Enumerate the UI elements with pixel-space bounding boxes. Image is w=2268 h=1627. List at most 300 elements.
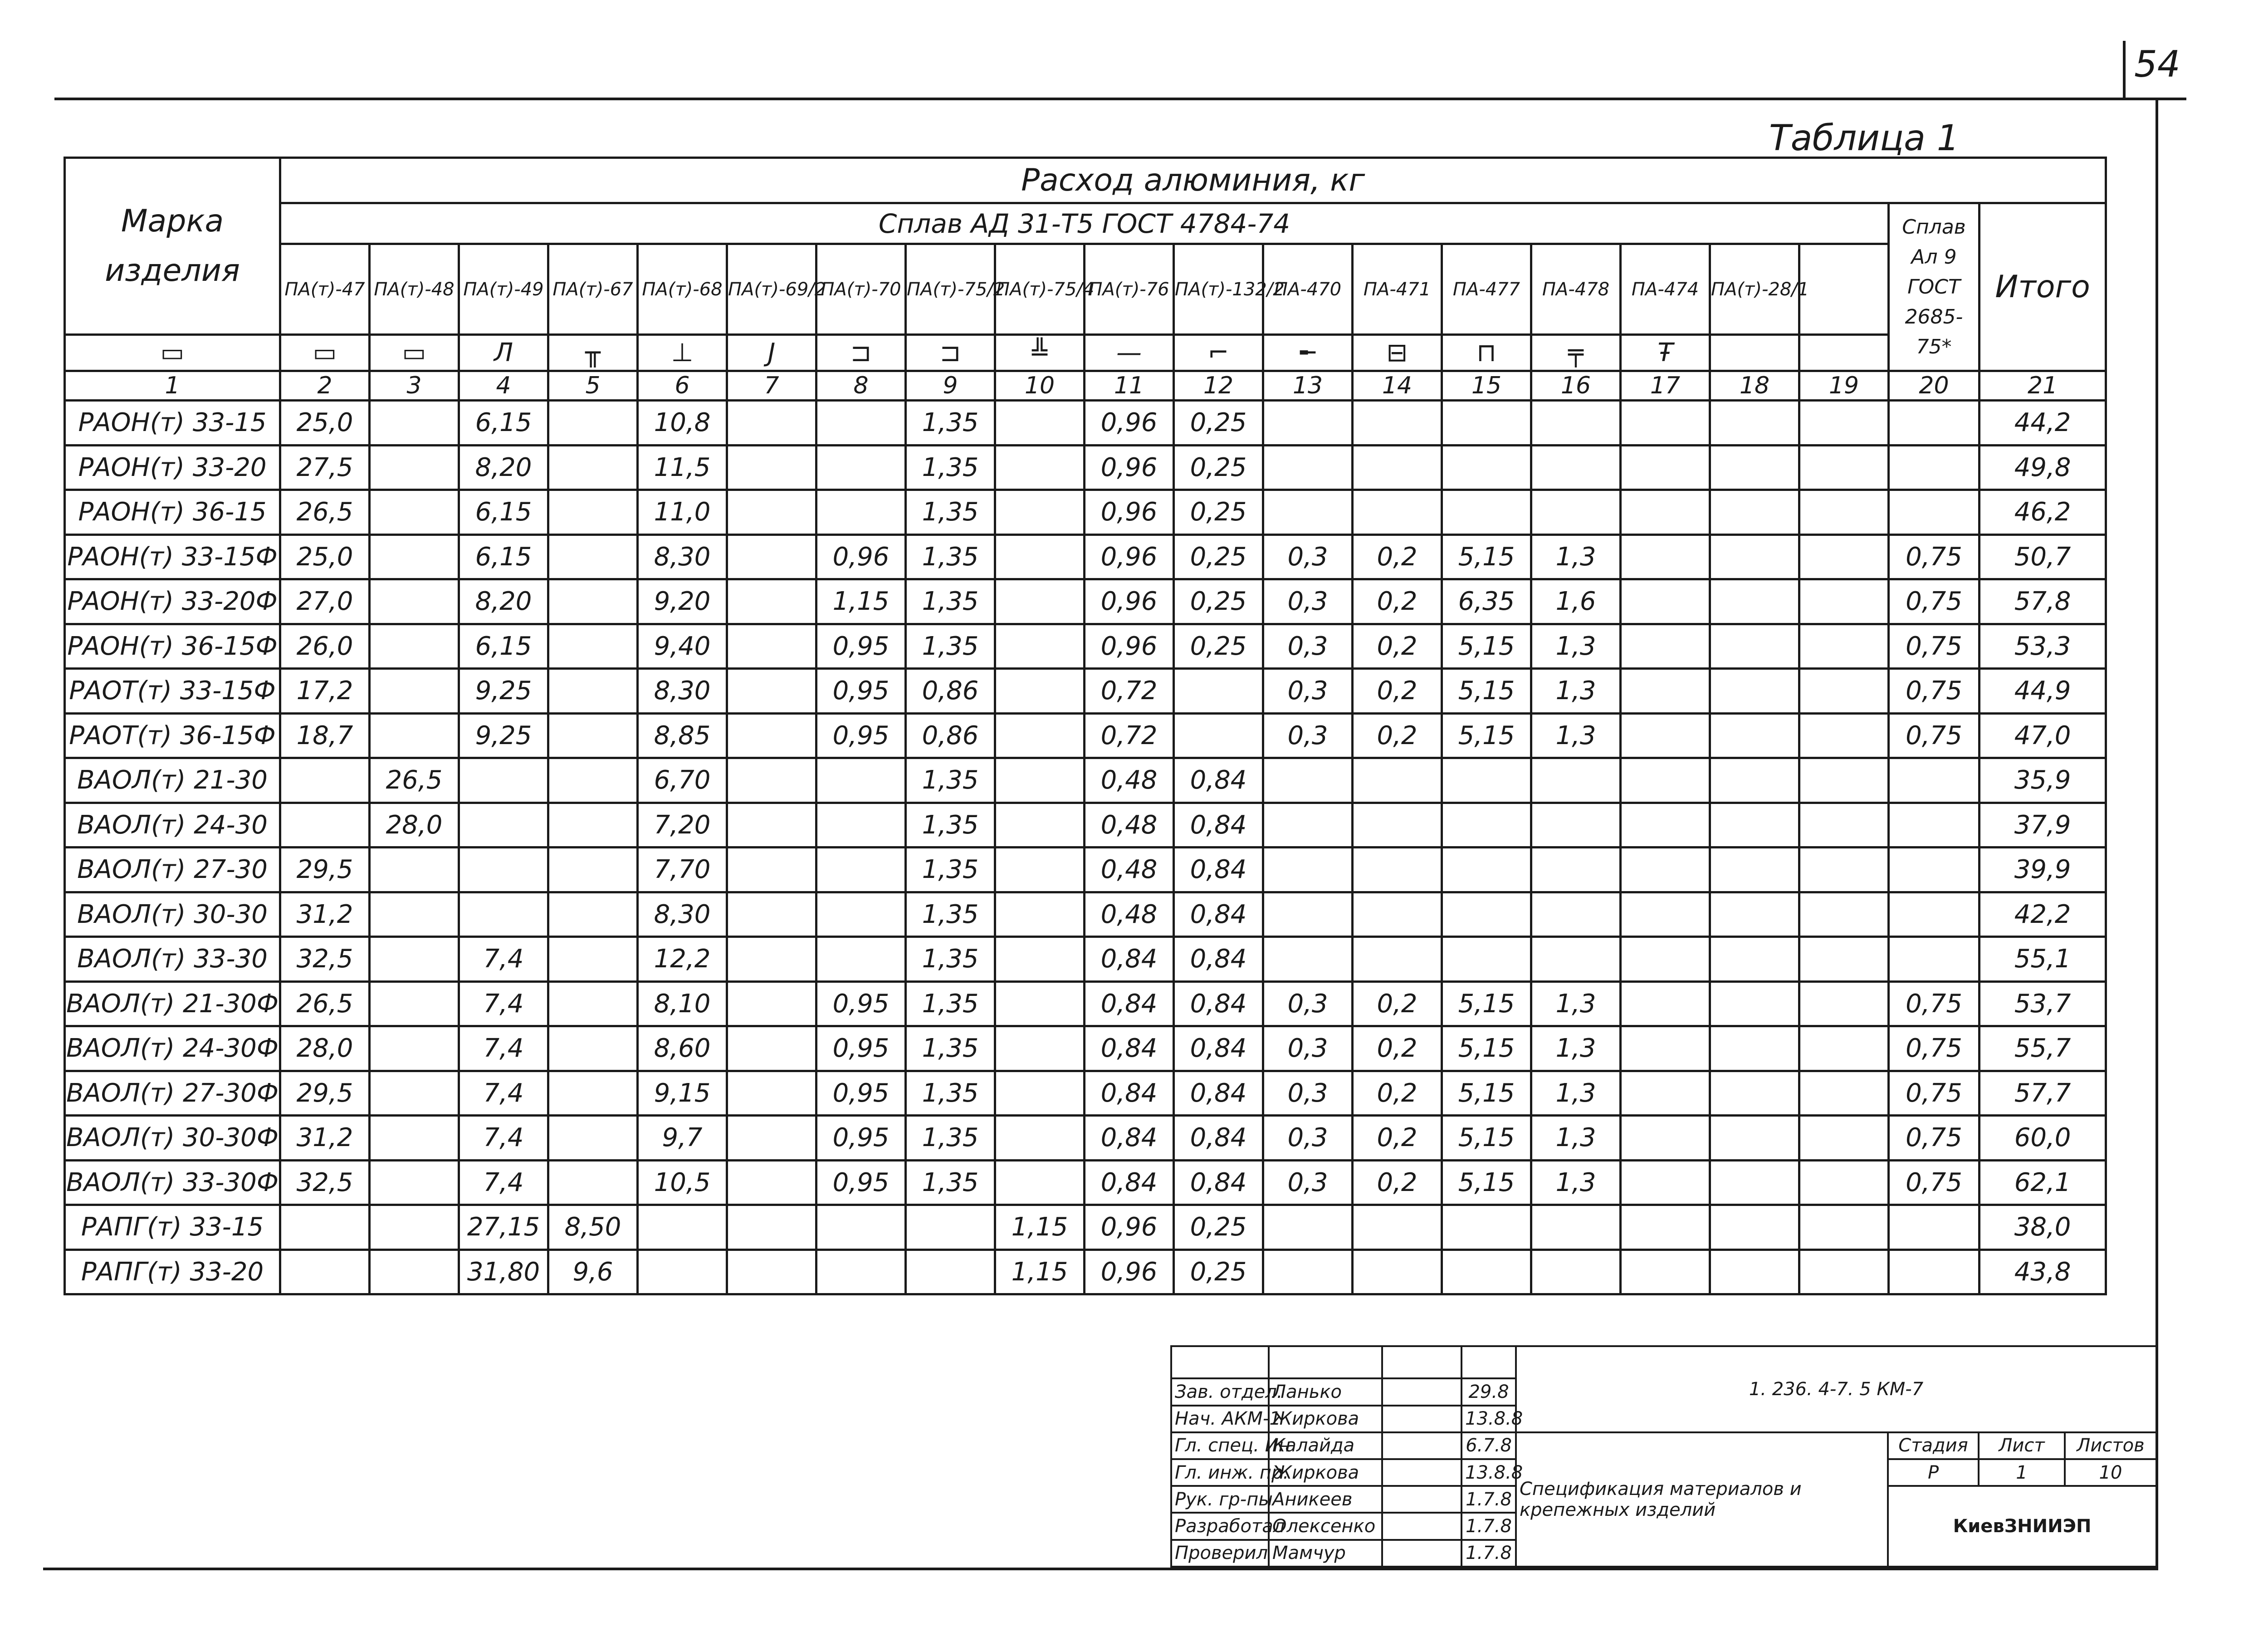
table-cell	[1531, 1250, 1621, 1294]
row-total: 53,7	[1980, 981, 2106, 1026]
table-cell: 7,4	[459, 981, 548, 1026]
row-total: 46,2	[1980, 490, 2106, 535]
table-cell: 0,3	[1263, 534, 1353, 579]
table-cell	[1621, 579, 1710, 624]
table-cell	[280, 1205, 370, 1250]
table-cell: 0,25	[1174, 1205, 1263, 1250]
table-cell	[548, 892, 638, 937]
table-cell: 0,3	[1263, 624, 1353, 669]
table-cell: 1,3	[1531, 1071, 1621, 1116]
table-cell	[1531, 758, 1621, 803]
table-cell	[1710, 1026, 1799, 1071]
table-cell	[548, 1071, 638, 1116]
table-cell: 0,2	[1353, 1026, 1442, 1071]
product-mark: ВАОЛ(т) 30-30	[65, 892, 280, 937]
table-cell	[727, 1116, 816, 1161]
profile-header: ПА(т)-69/2	[727, 244, 816, 335]
alloy-main-header: Сплав АД 31-Т5 ГОСТ 4784-74	[280, 203, 1889, 244]
table-cell	[1799, 1026, 1889, 1071]
table-cell: 0,84	[1085, 1116, 1174, 1161]
table-cell: 31,2	[280, 892, 370, 937]
table-cell: 0,25	[1174, 624, 1263, 669]
table-cell: 0,48	[1085, 803, 1174, 848]
table-cell	[548, 1116, 638, 1161]
table-cell: 1,3	[1531, 534, 1621, 579]
profile-section-icon: ╤	[1531, 335, 1621, 371]
table-cell	[995, 892, 1085, 937]
table-cell: 0,95	[816, 1116, 906, 1161]
table-cell	[1531, 490, 1621, 535]
product-mark: РАОН(т) 33-15	[65, 401, 280, 446]
table-cell: 0,95	[816, 624, 906, 669]
product-mark: РАОН(т) 33-20	[65, 445, 280, 490]
document-code: 1. 236. 4-7. 5 КМ-7	[1516, 1346, 2156, 1432]
table-cell: 0,84	[1174, 758, 1263, 803]
table-cell	[370, 624, 459, 669]
row-total: 42,2	[1980, 892, 2106, 937]
table-cell	[995, 713, 1085, 758]
table-cell: 8,20	[459, 579, 548, 624]
table-cell	[370, 669, 459, 714]
table-cell: 26,5	[370, 758, 459, 803]
table-cell	[1799, 490, 1889, 535]
table-cell: 9,15	[638, 1071, 727, 1116]
stamp-name: Жиркова	[1269, 1459, 1382, 1486]
product-mark: РАОТ(т) 36-15Ф	[65, 713, 280, 758]
table-cell	[1353, 803, 1442, 848]
table-cell: 5,15	[1442, 669, 1531, 714]
profile-header: ПА(т)-67	[548, 244, 638, 335]
table-cell	[1353, 1250, 1442, 1294]
row-total: 49,8	[1980, 445, 2106, 490]
table-row	[65, 534, 2106, 579]
table-cell	[816, 490, 906, 535]
table-cell	[1531, 445, 1621, 490]
table-cell	[1889, 1250, 1980, 1294]
column-number: 20	[1889, 371, 1980, 401]
table-cell: 1,3	[1531, 1116, 1621, 1161]
table-cell	[816, 1205, 906, 1250]
document-title: Спецификация материалов и крепежных изделий	[1516, 1432, 1888, 1567]
product-mark: РАОН(т) 33-15Ф	[65, 534, 280, 579]
table-cell	[1174, 669, 1263, 714]
table-cell: 0,84	[1174, 937, 1263, 982]
table-cell	[1531, 848, 1621, 892]
table-cell	[727, 981, 816, 1026]
table-cell: 1,35	[906, 758, 995, 803]
table-cell	[727, 534, 816, 579]
table-cell	[370, 1116, 459, 1161]
table-cell	[727, 803, 816, 848]
alloy-alt-header: Сплав Ал 9 ГОСТ 2685-75*	[1889, 203, 1980, 371]
table-cell	[1621, 401, 1710, 446]
table-cell	[995, 981, 1085, 1026]
table-cell: 9,20	[638, 579, 727, 624]
column-number: 1	[65, 371, 280, 401]
table-cell	[1710, 401, 1799, 446]
table-cell: 0,84	[1174, 892, 1263, 937]
table-cell	[1799, 892, 1889, 937]
table-cell: 0,72	[1085, 713, 1174, 758]
table-cell	[1799, 1205, 1889, 1250]
product-mark: РАПГ(т) 33-20	[65, 1250, 280, 1294]
table-cell: 1,15	[995, 1205, 1085, 1250]
table-cell	[1621, 713, 1710, 758]
table-row	[65, 445, 2106, 490]
profile-header: ПА-470	[1263, 244, 1353, 335]
table-cell: 5,15	[1442, 624, 1531, 669]
stamp-stage-label: Стадия	[1888, 1432, 1979, 1459]
stamp-date: 1.7.8	[1461, 1486, 1516, 1513]
table-cell: 25,0	[280, 401, 370, 446]
stamp-role: Нач. АКМ-1	[1171, 1406, 1269, 1432]
table-row	[65, 1071, 2106, 1116]
column-number: 3	[370, 371, 459, 401]
table-cell: 0,84	[1174, 1116, 1263, 1161]
product-mark: ВАОЛ(т) 27-30	[65, 848, 280, 892]
table-cell	[459, 803, 548, 848]
table-cell	[727, 758, 816, 803]
table-cell: 6,15	[459, 401, 548, 446]
table-cell	[1799, 1116, 1889, 1161]
table-cell: 0,75	[1889, 669, 1980, 714]
profile-section-icon: ╾	[1263, 335, 1353, 371]
table-cell	[1442, 892, 1531, 937]
table-cell: 0,25	[1174, 490, 1263, 535]
row-total: 38,0	[1980, 1205, 2106, 1250]
row-total: 47,0	[1980, 713, 2106, 758]
table-cell	[548, 445, 638, 490]
table-cell	[548, 669, 638, 714]
column-number: 8	[816, 371, 906, 401]
table-cell	[1442, 803, 1531, 848]
column-number: 21	[1980, 371, 2106, 401]
table-cell	[1353, 1205, 1442, 1250]
table-cell	[995, 1160, 1085, 1205]
column-number: 7	[727, 371, 816, 401]
table-cell: 31,2	[280, 1116, 370, 1161]
stamp-role: Проверил	[1171, 1540, 1269, 1567]
profile-section-icon: ▭	[280, 335, 370, 371]
table-cell: 0,2	[1353, 669, 1442, 714]
table-cell: 27,0	[280, 579, 370, 624]
table-cell: 8,30	[638, 669, 727, 714]
table-cell	[1621, 1250, 1710, 1294]
table-cell: 0,72	[1085, 669, 1174, 714]
row-total: 35,9	[1980, 758, 2106, 803]
stamp-sheets-label: Листов	[2065, 1432, 2156, 1459]
table-cell: 0,25	[1174, 401, 1263, 446]
table-cell: 0,75	[1889, 579, 1980, 624]
table-row	[65, 713, 2106, 758]
row-total: 37,9	[1980, 803, 2106, 848]
row-total: 44,2	[1980, 401, 2106, 446]
table-cell: 7,4	[459, 1160, 548, 1205]
profile-section-icon: ▭	[370, 335, 459, 371]
table-cell: 31,80	[459, 1250, 548, 1294]
profile-header: ПА-478	[1531, 244, 1621, 335]
table-row	[65, 669, 2106, 714]
table-cell: 1,15	[816, 579, 906, 624]
table-cell: 1,35	[906, 848, 995, 892]
table-cell: 11,0	[638, 490, 727, 535]
table-cell	[1353, 401, 1442, 446]
row-total: 60,0	[1980, 1116, 2106, 1161]
table-cell	[1799, 1160, 1889, 1205]
table-cell	[1442, 848, 1531, 892]
table-cell	[548, 848, 638, 892]
profile-header: ПА-477	[1442, 244, 1531, 335]
table-cell	[1353, 758, 1442, 803]
table-cell	[1621, 1116, 1710, 1161]
profile-header: ПА-471	[1353, 244, 1442, 335]
table-cell	[727, 669, 816, 714]
table-cell	[1263, 401, 1353, 446]
table-cell	[1263, 803, 1353, 848]
table-cell: 0,84	[1174, 1160, 1263, 1205]
table-cell: 8,30	[638, 534, 727, 579]
profile-section-icon: ⊟	[1353, 335, 1442, 371]
table-cell	[1799, 401, 1889, 446]
table-cell: 0,84	[1085, 937, 1174, 982]
profile-section-icon: ⊐	[816, 335, 906, 371]
table-cell: 12,2	[638, 937, 727, 982]
table-cell	[548, 758, 638, 803]
table-cell: 9,40	[638, 624, 727, 669]
stamp-role: Зав. отдел.	[1171, 1378, 1269, 1405]
table-cell	[816, 1250, 906, 1294]
table-cell: 1,35	[906, 534, 995, 579]
table-cell	[638, 1205, 727, 1250]
table-cell	[280, 1250, 370, 1294]
table-cell	[548, 937, 638, 982]
table-cell	[1263, 1250, 1353, 1294]
table-cell: 0,84	[1174, 848, 1263, 892]
column-number: 6	[638, 371, 727, 401]
profile-header	[1799, 244, 1889, 335]
table-cell	[1799, 713, 1889, 758]
table-cell: 1,3	[1531, 669, 1621, 714]
table-cell	[1799, 1071, 1889, 1116]
table-cell: 0,96	[816, 534, 906, 579]
table-cell: 26,5	[280, 981, 370, 1026]
table-row	[65, 1026, 2106, 1071]
table-cell	[1799, 669, 1889, 714]
table-row	[65, 1205, 2106, 1250]
table-cell	[995, 624, 1085, 669]
profile-header: ПА(т)-28/1	[1710, 244, 1799, 335]
product-mark: РАОН(т) 36-15	[65, 490, 280, 535]
table-cell	[1621, 534, 1710, 579]
table-cell: 9,7	[638, 1116, 727, 1161]
table-cell	[548, 803, 638, 848]
table-cell: 8,60	[638, 1026, 727, 1071]
table-cell: 11,5	[638, 445, 727, 490]
consumption-header: Расход алюминия, кг	[280, 158, 2106, 203]
profile-section-icon: ⌐	[1174, 335, 1263, 371]
profile-header: ПА-474	[1621, 244, 1710, 335]
table-cell	[1442, 758, 1531, 803]
row-total: 55,1	[1980, 937, 2106, 982]
table-cell	[1621, 892, 1710, 937]
profile-section-icon: ⊓	[1442, 335, 1531, 371]
product-mark: РАОН(т) 33-20Ф	[65, 579, 280, 624]
table-cell	[370, 490, 459, 535]
table-cell	[727, 892, 816, 937]
table-cell	[1710, 445, 1799, 490]
table-cell	[727, 579, 816, 624]
table-cell	[1621, 758, 1710, 803]
table-cell: 6,70	[638, 758, 727, 803]
table-cell: 0,3	[1263, 1071, 1353, 1116]
table-cell	[1531, 401, 1621, 446]
product-mark: ВАОЛ(т) 24-30Ф	[65, 1026, 280, 1071]
table-cell	[995, 1116, 1085, 1161]
table-cell	[548, 981, 638, 1026]
table-cell: 26,5	[280, 490, 370, 535]
table-cell	[1889, 892, 1980, 937]
table-cell: 7,70	[638, 848, 727, 892]
table-cell: 10,5	[638, 1160, 727, 1205]
column-number: 16	[1531, 371, 1621, 401]
stamp-stage-value: Р	[1888, 1459, 1979, 1486]
table-cell	[995, 401, 1085, 446]
table-cell: 0,96	[1085, 534, 1174, 579]
table-cell	[1799, 937, 1889, 982]
column-number: 10	[995, 371, 1085, 401]
table-cell: 0,2	[1353, 713, 1442, 758]
table-cell	[995, 758, 1085, 803]
table-cell	[727, 490, 816, 535]
table-cell: 6,15	[459, 534, 548, 579]
table-cell	[370, 1250, 459, 1294]
table-cell	[370, 1205, 459, 1250]
table-cell	[370, 1026, 459, 1071]
table-cell	[1799, 803, 1889, 848]
table-cell: 9,25	[459, 669, 548, 714]
table-cell	[459, 758, 548, 803]
table-cell	[1889, 401, 1980, 446]
profile-section-icon: —	[1085, 335, 1174, 371]
table-cell	[995, 848, 1085, 892]
profile-header: ПА(т)-68	[638, 244, 727, 335]
stamp-date: 1.7.8	[1461, 1513, 1516, 1539]
table-cell	[995, 445, 1085, 490]
table-cell	[1799, 848, 1889, 892]
table-cell: 0,75	[1889, 534, 1980, 579]
stamp-date: 6.7.8	[1461, 1432, 1516, 1459]
table-cell	[727, 445, 816, 490]
table-cell	[1621, 669, 1710, 714]
table-cell	[459, 848, 548, 892]
table-cell: 0,95	[816, 669, 906, 714]
table-cell: 8,50	[548, 1205, 638, 1250]
table-cell: 1,35	[906, 981, 995, 1026]
table-cell: 0,86	[906, 713, 995, 758]
table-cell	[1799, 624, 1889, 669]
table-row	[65, 981, 2106, 1026]
table-cell	[727, 401, 816, 446]
product-mark: ВАОЛ(т) 21-30	[65, 758, 280, 803]
table-cell: 0,48	[1085, 848, 1174, 892]
table-cell: 9,6	[548, 1250, 638, 1294]
table-cell	[280, 758, 370, 803]
table-cell	[1263, 1205, 1353, 1250]
table-cell: 5,15	[1442, 534, 1531, 579]
table-cell: 0,84	[1174, 981, 1263, 1026]
table-cell	[1621, 848, 1710, 892]
stamp-sign	[1382, 1432, 1461, 1459]
table-cell	[370, 1071, 459, 1116]
mark-header: Марка изделия	[65, 158, 280, 335]
table-cell	[548, 1026, 638, 1071]
table-cell	[1442, 401, 1531, 446]
column-number: 4	[459, 371, 548, 401]
table-cell: 0,3	[1263, 1160, 1353, 1205]
column-number: 5	[548, 371, 638, 401]
table-cell: 0,2	[1353, 534, 1442, 579]
table-cell	[548, 713, 638, 758]
table-cell: 0,96	[1085, 445, 1174, 490]
table-cell	[1889, 490, 1980, 535]
table-cell	[1710, 1071, 1799, 1116]
profile-header: ПА(т)-70	[816, 244, 906, 335]
table-cell: 0,95	[816, 713, 906, 758]
stamp-sheets-value: 10	[2065, 1459, 2156, 1486]
table-cell	[1621, 1026, 1710, 1071]
table-cell: 0,96	[1085, 1205, 1174, 1250]
table-cell: 8,30	[638, 892, 727, 937]
table-cell: 29,5	[280, 1071, 370, 1116]
table-cell	[727, 1205, 816, 1250]
table-cell: 25,0	[280, 534, 370, 579]
table-row	[65, 490, 2106, 535]
table-cell: 0,2	[1353, 624, 1442, 669]
table-cell: 0,75	[1889, 1071, 1980, 1116]
table-cell	[727, 848, 816, 892]
table-cell	[1621, 1071, 1710, 1116]
page-number-box	[2123, 41, 2126, 98]
table-cell	[995, 490, 1085, 535]
table-cell: 0,84	[1085, 1071, 1174, 1116]
table-cell	[1263, 937, 1353, 982]
table-cell	[727, 1250, 816, 1294]
table-cell	[816, 401, 906, 446]
table-row	[65, 848, 2106, 892]
table-cell	[1889, 1205, 1980, 1250]
table-cell: 1,3	[1531, 713, 1621, 758]
table-row	[65, 1250, 2106, 1294]
table-cell	[727, 1071, 816, 1116]
product-mark: ВАОЛ(т) 30-30Ф	[65, 1116, 280, 1161]
total-header: Итого	[1980, 203, 2106, 371]
table-cell: 1,35	[906, 490, 995, 535]
profile-header: ПА(т)-75/4	[995, 244, 1085, 335]
table-cell	[1799, 1250, 1889, 1294]
table-cell	[1621, 1160, 1710, 1205]
table-cell: 7,20	[638, 803, 727, 848]
table-cell: 32,5	[280, 937, 370, 982]
table-cell: 0,96	[1085, 579, 1174, 624]
profile-section-icon: Ŧ	[1621, 335, 1710, 371]
table-cell: 28,0	[280, 1026, 370, 1071]
table-cell	[1710, 1160, 1799, 1205]
table-cell: 0,48	[1085, 892, 1174, 937]
table-cell: 0,84	[1085, 981, 1174, 1026]
table-cell: 6,15	[459, 490, 548, 535]
table-cell: 0,2	[1353, 579, 1442, 624]
table-cell	[1621, 490, 1710, 535]
